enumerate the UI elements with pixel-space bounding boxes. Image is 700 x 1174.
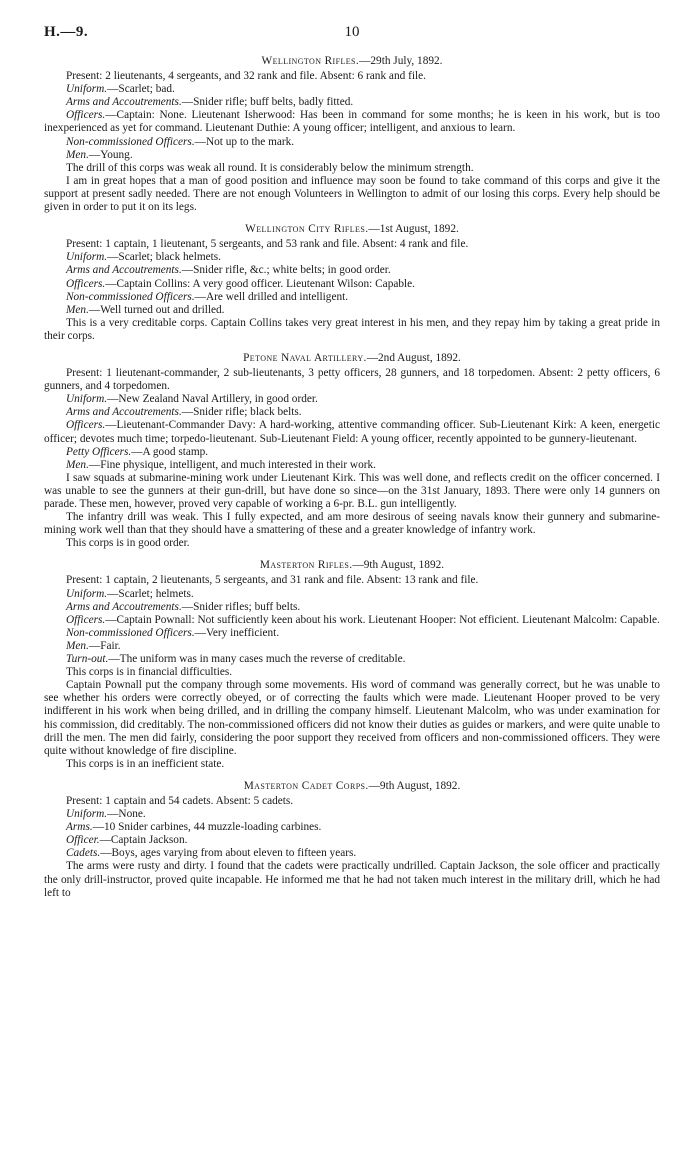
- paragraph-label: Officer.: [66, 834, 100, 847]
- paragraph: [44, 446, 660, 459]
- section-title-date: —9th August, 1892.: [368, 779, 461, 792]
- paragraph-label: Officers.: [66, 613, 106, 626]
- paragraph-text: —Snider rifle; buff belts, badly fitted.: [181, 96, 354, 109]
- section-title-name: Wellington Rifles.: [261, 55, 360, 67]
- paragraph-text: —Captain: None. Lieutenant Isherwood: Has been in command for some months; he is keen in his work, but is too inexperienced as yet for command. Lieutenant Duthie: A young officer; intelligent, and anxious to learn.: [44, 109, 660, 135]
- paragraph: [44, 537, 660, 550]
- section-title-name: Masterton Cadet Corps.: [243, 779, 369, 792]
- paragraph-text: This corps is in financial difficulties.: [66, 666, 233, 679]
- report-section: [44, 55, 660, 214]
- section-title-date: —2nd August, 1892.: [366, 351, 461, 364]
- paragraph-label: Men.: [66, 458, 89, 471]
- paragraph-text: Present: 2 lieutenants, 4 sergeants, and 32 rank and file. Absent: 6 rank and file.: [66, 70, 426, 83]
- paragraph: [44, 834, 660, 847]
- section-title-name: Wellington City Rifles.: [245, 223, 369, 236]
- paragraph-text: —Lieutenant-Commander Davy: A hard-working, attentive commanding officer. Sub-Lieutenant Kirk: A keen, energetic officer; devotes much time; torpedo-lieutenant. Sub-Lieutenant Field: A young officer, recently appointed to be gunnery-lieutenant.: [44, 419, 660, 445]
- paragraph: [44, 83, 660, 96]
- paragraph-text: Present: 1 captain, 1 lieutenant, 5 sergeants, and 53 rank and file. Absent: 4 rank and file.: [66, 238, 469, 251]
- paragraph: [44, 472, 660, 511]
- paragraph-text: —None.: [107, 808, 146, 821]
- paragraph: [44, 808, 660, 821]
- paragraph-label: Men.: [66, 639, 89, 652]
- paragraph: [44, 459, 660, 472]
- paragraph-text: Present: 1 captain and 54 cadets. Absent: 5 cadets.: [66, 794, 294, 807]
- paragraph-text: The infantry drill was weak. This I fully expected, and am more desirous of seeing navals know their gunnery and submarine-mining work well than that they should have a smattering of these and a greater knowledge of infantry work.: [44, 511, 660, 537]
- paragraph: [44, 317, 660, 343]
- paragraph: [44, 511, 660, 537]
- paragraph: [44, 640, 660, 653]
- paragraph-label: Arms.: [66, 821, 93, 834]
- paragraph-label: Officers.: [66, 419, 106, 432]
- paragraph-label: Petty Officers.: [66, 445, 132, 458]
- section-title: [44, 559, 660, 572]
- paragraph: [44, 238, 660, 251]
- section-title-name: Petone Naval Artillery.: [243, 351, 367, 364]
- paragraph-text: —Fine physique, intelligent, and much interested in their work.: [88, 458, 376, 471]
- paragraph: [44, 601, 660, 614]
- paragraph-text: This corps is in good order.: [66, 537, 190, 550]
- paragraph: [44, 666, 660, 679]
- paragraph-text: Captain Pownall put the company through some movements. His word of command was generally correct, but he was unable to see whether his orders were correctly obeyed, or of correcting the faults which were made. Lieutenant Hooper proved to be very indifferent in his work when being drilled, and in drilling the company himself. Lieutenant Malcolm, who was under examination for his commission, did creditably. The non-commissioned officers did not know their duties as guides or markers, and were quite unable to drill the men. The men did fairly, considering the poor support they received from officers and non-commissioned officers. They were quite without knowledge of fire discipline.: [44, 679, 660, 757]
- paragraph-label: Officers.: [66, 109, 106, 122]
- paragraph: [44, 847, 660, 860]
- section-title: [44, 55, 660, 68]
- report-section: [44, 780, 660, 900]
- paragraph-text: —Snider rifle; black belts.: [181, 406, 302, 419]
- paragraph: [44, 264, 660, 277]
- paragraph: [44, 291, 660, 304]
- paragraph-label: Men.: [66, 303, 89, 316]
- page-number: 10: [344, 24, 360, 40]
- paragraph-text: I am in great hopes that a man of good position and influence may soon be found to take command of this corps and give it the support at present sadly needed. There are not enough Volunteers in Wellington to admit of our losing this corps. Every help should be given in order to put it on its legs.: [44, 174, 660, 214]
- section-title: [44, 780, 660, 793]
- paragraph: [44, 109, 660, 135]
- section-title-date: —29th July, 1892.: [359, 55, 443, 67]
- paragraph-label: Arms and Accoutrements.: [66, 264, 182, 277]
- paragraph-text: This corps is in an inefficient state.: [66, 757, 225, 770]
- report-section: [44, 352, 660, 550]
- paragraph-label: Turn-out.: [66, 653, 109, 666]
- paragraph: [44, 96, 660, 109]
- paragraph: [44, 367, 660, 393]
- section-title-name: Masterton Rifles.: [259, 559, 353, 572]
- paragraph-text: The arms were rusty and dirty. I found that the cadets were practically undrilled. Captain Jackson, the sole officer and practically the only drill-instructor, proved quite incapable. He informed me that he had not taken much interest in the military drill, which he had left to: [44, 860, 660, 899]
- paragraph: [44, 860, 660, 899]
- paragraph: [44, 627, 660, 640]
- section-title-date: —9th August, 1892.: [352, 559, 445, 572]
- paragraph-label: Non-commissioned Officers.: [66, 135, 195, 148]
- paragraph-label: Arms and Accoutrements.: [66, 600, 182, 613]
- paragraph-text: —Captain Pownall: Not sufficiently keen about his work. Lieutenant Hooper: Not efficient. Lieutenant Malcolm: Capable.: [105, 613, 660, 626]
- paragraph-label: Cadets.: [66, 847, 101, 860]
- paragraph-text: —Captain Collins: A very good officer. Lieutenant Wilson: Capable.: [105, 277, 415, 290]
- paragraph-text: —Are well drilled and intelligent.: [194, 290, 349, 303]
- paragraph-label: Arms and Accoutrements.: [66, 406, 182, 419]
- paragraph: [44, 574, 660, 587]
- paragraph: [44, 758, 660, 771]
- paragraph: [44, 304, 660, 317]
- paragraph: [44, 149, 660, 162]
- paragraph-text: Present: 1 captain, 2 lieutenants, 5 sergeants, and 31 rank and file. Absent: 13 rank and file.: [66, 574, 479, 587]
- paragraph: [44, 588, 660, 601]
- paragraph-text: —Young.: [88, 148, 133, 161]
- paragraph-text: —Boys, ages varying from about eleven to fifteen years.: [100, 847, 357, 860]
- report-section: [44, 223, 660, 343]
- report-content: [44, 55, 660, 909]
- paragraph-text: —New Zealand Naval Artillery, in good order.: [107, 393, 318, 406]
- section-title-date: —1st August, 1892.: [368, 223, 459, 236]
- paragraph-text: —Fair.: [88, 639, 121, 652]
- paragraph-text: —The uniform was in many cases much the reverse of creditable.: [108, 653, 406, 666]
- paragraph-label: Arms and Accoutrements.: [66, 96, 182, 109]
- paragraph-text: Present: 1 lieutenant-commander, 2 sub-lieutenants, 3 petty officers, 28 gunners, and 18 torpedomen. Absent: 2 petty officers, 6 gunners, and 4 torpedomen.: [44, 367, 660, 393]
- paragraph-label: Non-commissioned Officers.: [66, 626, 195, 639]
- paragraph-label: Uniform.: [66, 393, 108, 406]
- paragraph-text: —Well turned out and drilled.: [88, 303, 225, 316]
- paragraph-label: Uniform.: [66, 83, 108, 96]
- paragraph-text: —Not up to the mark.: [194, 135, 295, 148]
- paragraph: [44, 795, 660, 808]
- paragraph-text: —Captain Jackson.: [99, 834, 188, 847]
- paragraph-text: —A good stamp.: [131, 445, 209, 458]
- paragraph: [44, 175, 660, 214]
- paragraph: [44, 162, 660, 175]
- paragraph-text: —Scarlet; helmets.: [107, 587, 194, 600]
- section-title: [44, 223, 660, 236]
- paragraph-text: —Scarlet; black helmets.: [107, 251, 221, 264]
- paragraph: [44, 278, 660, 291]
- paragraph: [44, 821, 660, 834]
- paragraph-label: Uniform.: [66, 808, 108, 821]
- paragraph-label: Uniform.: [66, 587, 108, 600]
- paragraph: [44, 679, 660, 758]
- paragraph-label: Uniform.: [66, 251, 108, 264]
- section-title: [44, 352, 660, 365]
- paragraph-label: Men.: [66, 148, 89, 161]
- paragraph-text: —10 Snider carbines, 44 muzzle-loading carbines.: [92, 821, 322, 834]
- report-section: [44, 559, 660, 771]
- paragraph: [44, 393, 660, 406]
- paragraph-text: I saw squads at submarine-mining work under Lieutenant Kirk. This was well done, and reflects credit on the officer concerned. I was unable to see the gunners at their gun-drill, but have done so since—on the 31st January, 1893. There were only 14 gunners on parade. These men, however, proved very capable of working a 6-pr. B.L. gun intelligently.: [44, 471, 660, 510]
- paragraph-text: The drill of this corps was weak all round. It is considerably below the minimum strength.: [66, 161, 474, 174]
- paragraph: [44, 614, 660, 627]
- paragraph-text: —Snider rifles; buff belts.: [181, 600, 301, 613]
- paragraph: [44, 251, 660, 264]
- document-reference: H.—9.: [44, 24, 89, 40]
- paragraph: [44, 70, 660, 83]
- paragraph: [44, 136, 660, 149]
- paragraph-text: —Very inefficient.: [194, 626, 280, 639]
- paragraph-label: Officers.: [66, 277, 106, 290]
- paragraph-text: —Scarlet; bad.: [107, 83, 175, 96]
- paragraph-text: —Snider rifle, &c.; white belts; in good order.: [181, 264, 391, 277]
- paragraph-text: This is a very creditable corps. Captain Collins takes very great interest in his men, and they repay him by taking a great pride in their corps.: [44, 316, 660, 342]
- paragraph-label: Non-commissioned Officers.: [66, 290, 195, 303]
- page-header: [44, 26, 660, 48]
- paragraph: [44, 406, 660, 419]
- paragraph: [44, 419, 660, 445]
- paragraph: [44, 653, 660, 666]
